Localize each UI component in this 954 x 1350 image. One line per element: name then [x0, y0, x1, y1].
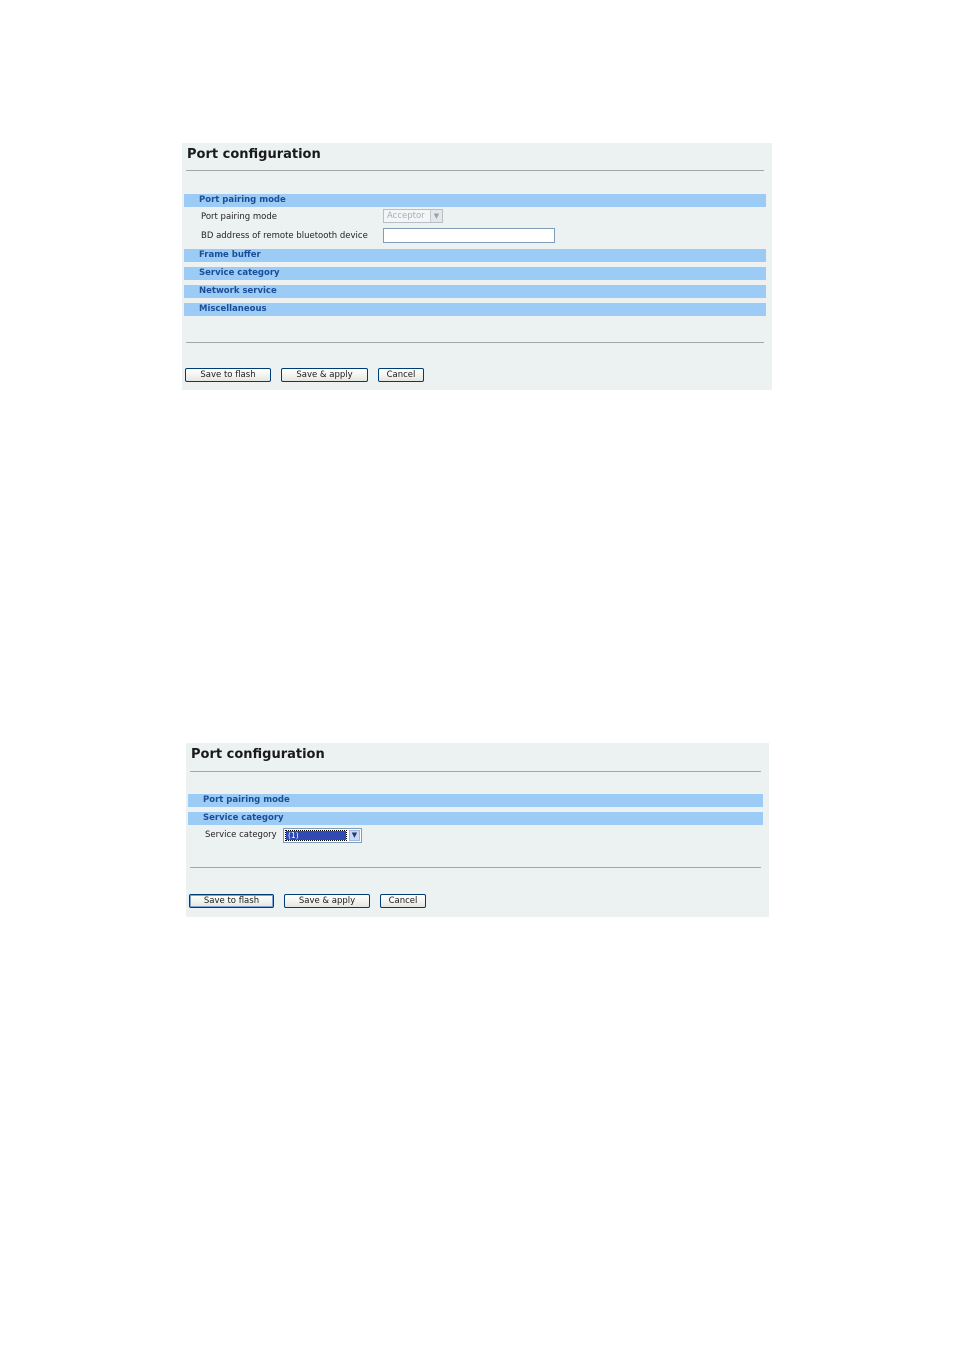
- port-pairing-mode-select[interactable]: [383, 209, 443, 223]
- footer-divider: [186, 342, 764, 343]
- chevron-down-icon[interactable]: ▼: [349, 830, 360, 841]
- bd-address-input[interactable]: [383, 228, 555, 243]
- service-category-value: (1): [286, 831, 346, 840]
- cancel-button[interactable]: Cancel: [378, 368, 424, 382]
- section-port-pairing-mode[interactable]: Port pairing mode: [184, 194, 766, 207]
- port-pairing-mode-value: Acceptor: [387, 211, 425, 221]
- service-category-select[interactable]: [283, 828, 362, 843]
- section-port-pairing-mode[interactable]: Port pairing mode: [188, 794, 763, 807]
- section-service-category[interactable]: Service category: [188, 812, 763, 825]
- title-divider: [190, 771, 761, 772]
- title-divider: [186, 170, 764, 171]
- cancel-button[interactable]: Cancel: [380, 894, 426, 908]
- section-service-category[interactable]: Service category: [184, 267, 766, 280]
- page-title: Port configuration: [187, 147, 321, 162]
- save-apply-button[interactable]: Save & apply: [284, 894, 370, 908]
- save-apply-button[interactable]: Save & apply: [281, 368, 368, 382]
- footer-divider: [190, 867, 761, 868]
- port-pairing-mode-label: Port pairing mode: [201, 212, 277, 222]
- save-to-flash-button[interactable]: Save to flash: [185, 368, 271, 382]
- port-configuration-panel-service: [186, 743, 769, 917]
- save-to-flash-button[interactable]: Save to flash: [189, 894, 274, 908]
- page-title: Port configuration: [191, 747, 325, 762]
- service-category-label: Service category: [205, 830, 277, 840]
- section-miscellaneous[interactable]: Miscellaneous: [184, 303, 766, 316]
- chevron-down-icon[interactable]: ▼: [430, 210, 442, 222]
- port-configuration-panel-full: [182, 143, 772, 390]
- section-frame-buffer[interactable]: Frame buffer: [184, 249, 766, 262]
- section-network-service[interactable]: Network service: [184, 285, 766, 298]
- bd-address-label: BD address of remote bluetooth device: [201, 231, 368, 241]
